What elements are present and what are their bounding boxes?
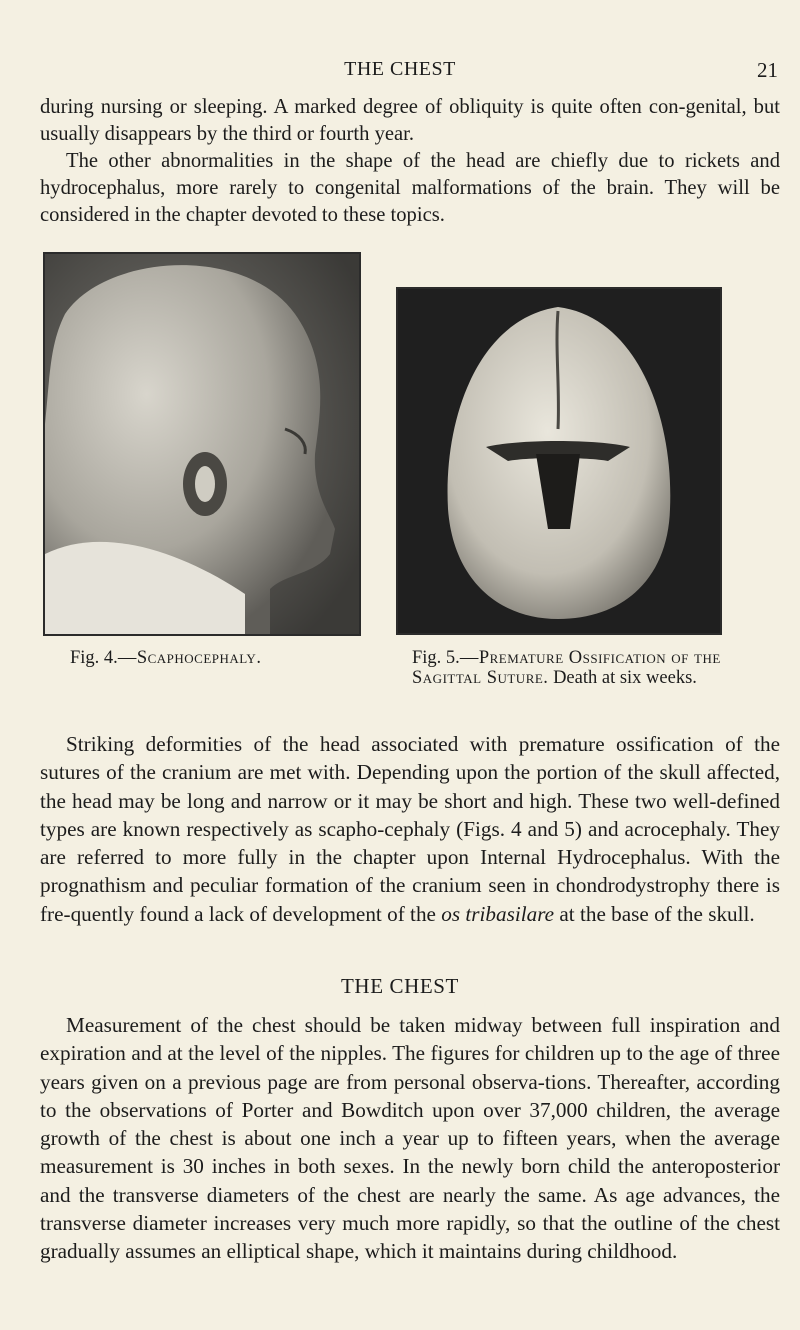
page-number: 21 [757, 58, 778, 82]
paragraph-striking-deformities [40, 730, 780, 928]
figure-4-title: —Scaphocephaly. [117, 648, 262, 668]
figure-5-note: Death at six weeks. [553, 668, 697, 688]
os-tribasilare-term: os tribasilare [441, 901, 555, 926]
section-heading: THE CHEST [341, 974, 459, 998]
figure-5-photo [396, 287, 722, 635]
figure-5-label: Fig. 5. [412, 648, 460, 668]
figure-5-title: —Premature Ossification of the Sagittal Suture. [412, 648, 721, 688]
figure-5-caption [412, 648, 762, 688]
paragraph-chest-measurement: Measurement of the chest should be taken midway between full inspiration and expiration and at the level of the nipples. The figures for children up to the age of three years given on a previous page are from personal observa-tions. Thereafter, according to the observations of Porter and Bowditch upon over 37,000 children, the average growth of the chest is about one inch a year up to fifteen years, when the average measurement is 30 inches in both sexes. In the newly born child the anteroposterior and the transverse diameters of the chest are nearly the same. As age advances, the transverse diameter increases very much more rapidly, so that the outline of the chest gradually assumes an elliptical shape, which it maintains during childhood. [40, 1013, 780, 1264]
figure-4-caption [70, 648, 370, 668]
figure-4-photo [43, 252, 361, 636]
striking-text-before: Striking deformities of the head associated with premature ossification of the sutures of the cranium are met with. Depending upon the portion of the skull affected, the head may be long and narrow or it may be short and high. These two well-defined types are known respectively as scapho-cephaly (Figs. 4 and 5) and acrocephaly. They are referred to more fully in the chapter upon Internal Hydrocephalus. With the prognathism and peculiar formation of the cranium seen in chondrodystrophy there is fre-quently found a lack of development of the [40, 732, 780, 926]
skull-top-view-photo [398, 289, 720, 633]
infant-profile-photo [45, 254, 359, 634]
page-header [0, 58, 800, 84]
running-head: THE CHEST [344, 58, 456, 80]
figure-4-label: Fig. 4. [70, 648, 118, 668]
striking-text-after: at the base of the skull. [554, 901, 755, 926]
paragraph-intro: during nursing or sleeping. A marked degree of obliquity is quite often con-genital, but usually disappears by the third or fourth year. [40, 96, 780, 145]
paragraph-other-abnormalities: The other abnormalities in the shape of the head are chiefly due to rickets and hydrocephalus, more rarely to congenital malformations of the brain. They will be considered in the chapter devoted to these topics. [40, 150, 780, 226]
